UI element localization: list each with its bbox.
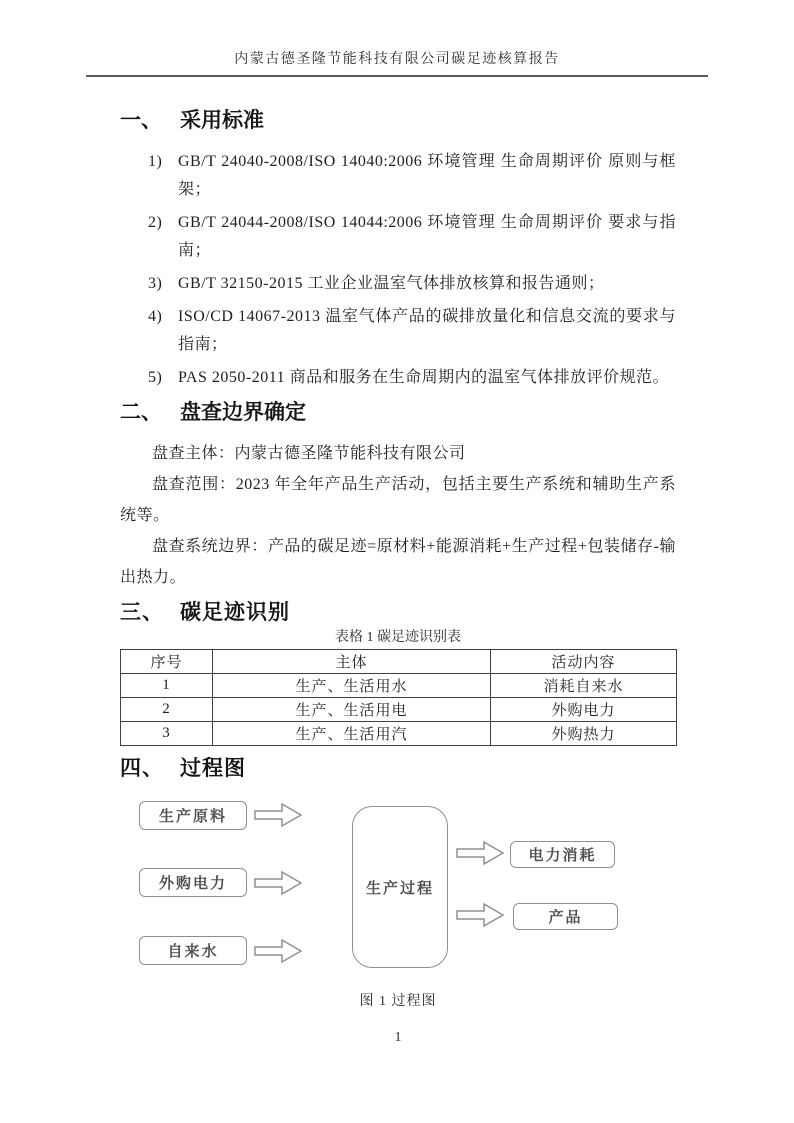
standards-list bbox=[120, 148, 676, 392]
list-item bbox=[120, 270, 676, 298]
page-content bbox=[0, 106, 794, 1048]
table-cell: 1 bbox=[121, 674, 213, 698]
footprint-identification-table bbox=[120, 649, 677, 746]
list-item bbox=[120, 364, 676, 392]
list-item-text: GB/T 24040-2008/ISO 14040:2006 环境管理 生命周期评价 原则与框架； bbox=[178, 153, 676, 198]
section-title: 碳足迹识别 bbox=[180, 600, 290, 624]
boundary-scope-paragraph: 盘查范围：2023 年全年产品生产活动，包括主要生产系统和辅助生产系统等。 bbox=[120, 476, 676, 524]
page-number: 1 bbox=[394, 1030, 402, 1045]
boundary-subject-paragraph: 盘查主体：内蒙古德圣隆节能科技有限公司 bbox=[152, 445, 466, 462]
list-item-number: 3) bbox=[148, 275, 163, 292]
list-item-number: 5) bbox=[148, 369, 163, 386]
section-heading-boundary bbox=[120, 398, 676, 427]
section-heading-standards bbox=[120, 106, 676, 135]
table-cell: 2 bbox=[121, 698, 213, 722]
page-header bbox=[86, 0, 708, 77]
right-arrow-icon bbox=[254, 802, 302, 828]
right-arrow-icon bbox=[456, 902, 504, 928]
section-heading-identification bbox=[120, 598, 676, 627]
column-header: 序号 bbox=[121, 650, 213, 674]
table-header-row bbox=[121, 650, 677, 674]
table-row bbox=[121, 722, 677, 746]
section-title: 过程图 bbox=[180, 756, 246, 780]
flowchart-input-raw-materials: 生产原料 bbox=[139, 801, 247, 830]
right-arrow-icon bbox=[254, 870, 302, 896]
table-cell: 生产、生活用水 bbox=[213, 674, 491, 698]
flowchart-production-process: 生产过程 bbox=[352, 806, 448, 968]
list-item bbox=[120, 209, 676, 265]
table-cell: 消耗自来水 bbox=[491, 674, 677, 698]
table-cell: 外购电力 bbox=[491, 698, 677, 722]
table-row bbox=[121, 674, 677, 698]
table-caption: 表格 1 碳足迹识别表 bbox=[335, 630, 461, 645]
table-cell: 生产、生活用电 bbox=[213, 698, 491, 722]
list-item-text: GB/T 32150-2015 工业企业温室气体排放核算和报告通则； bbox=[178, 275, 605, 292]
table-cell: 生产、生活用汽 bbox=[213, 722, 491, 746]
right-arrow-icon bbox=[254, 938, 302, 964]
flowchart-input-purchased-electricity: 外购电力 bbox=[139, 868, 247, 897]
section-heading-process-diagram bbox=[120, 754, 676, 783]
list-item bbox=[120, 148, 676, 204]
list-item-text: GB/T 24044-2008/ISO 14044:2006 环境管理 生命周期评价 要求与指南； bbox=[178, 214, 676, 259]
section-title: 采用标准 bbox=[180, 109, 264, 132]
right-arrow-icon bbox=[456, 840, 504, 866]
header-title: 内蒙古德圣隆节能科技有限公司碳足迹核算报告 bbox=[234, 52, 560, 67]
table-row bbox=[121, 698, 677, 722]
section-title: 盘查边界确定 bbox=[180, 401, 306, 424]
table-cell: 3 bbox=[121, 722, 213, 746]
list-item-number: 1) bbox=[148, 153, 163, 170]
figure-caption: 图 1 过程图 bbox=[359, 994, 437, 1009]
boundary-system-paragraph: 盘查系统边界：产品的碳足迹=原材料+能源消耗+生产过程+包装储存-输出热力。 bbox=[120, 538, 676, 586]
process-flowchart bbox=[120, 790, 676, 986]
table-cell: 外购热力 bbox=[491, 722, 677, 746]
flowchart-output-electricity-consumption: 电力消耗 bbox=[510, 841, 615, 868]
list-item-text: PAS 2050-2011 商品和服务在生命周期内的温室气体排放评价规范。 bbox=[178, 369, 670, 386]
column-header: 活动内容 bbox=[491, 650, 677, 674]
section-number: 四、 bbox=[120, 756, 164, 780]
section-number: 二、 bbox=[120, 401, 162, 424]
list-item-number: 2) bbox=[148, 214, 163, 231]
section-number: 一、 bbox=[120, 109, 162, 132]
flowchart-output-product: 产品 bbox=[513, 903, 618, 930]
list-item-number: 4) bbox=[148, 308, 163, 325]
section-number: 三、 bbox=[120, 600, 164, 624]
flowchart-input-tap-water: 自来水 bbox=[139, 936, 247, 965]
list-item-text: ISO/CD 14067-2013 温室气体产品的碳排放量化和信息交流的要求与指南； bbox=[178, 308, 676, 353]
column-header: 主体 bbox=[213, 650, 491, 674]
list-item bbox=[120, 303, 676, 359]
